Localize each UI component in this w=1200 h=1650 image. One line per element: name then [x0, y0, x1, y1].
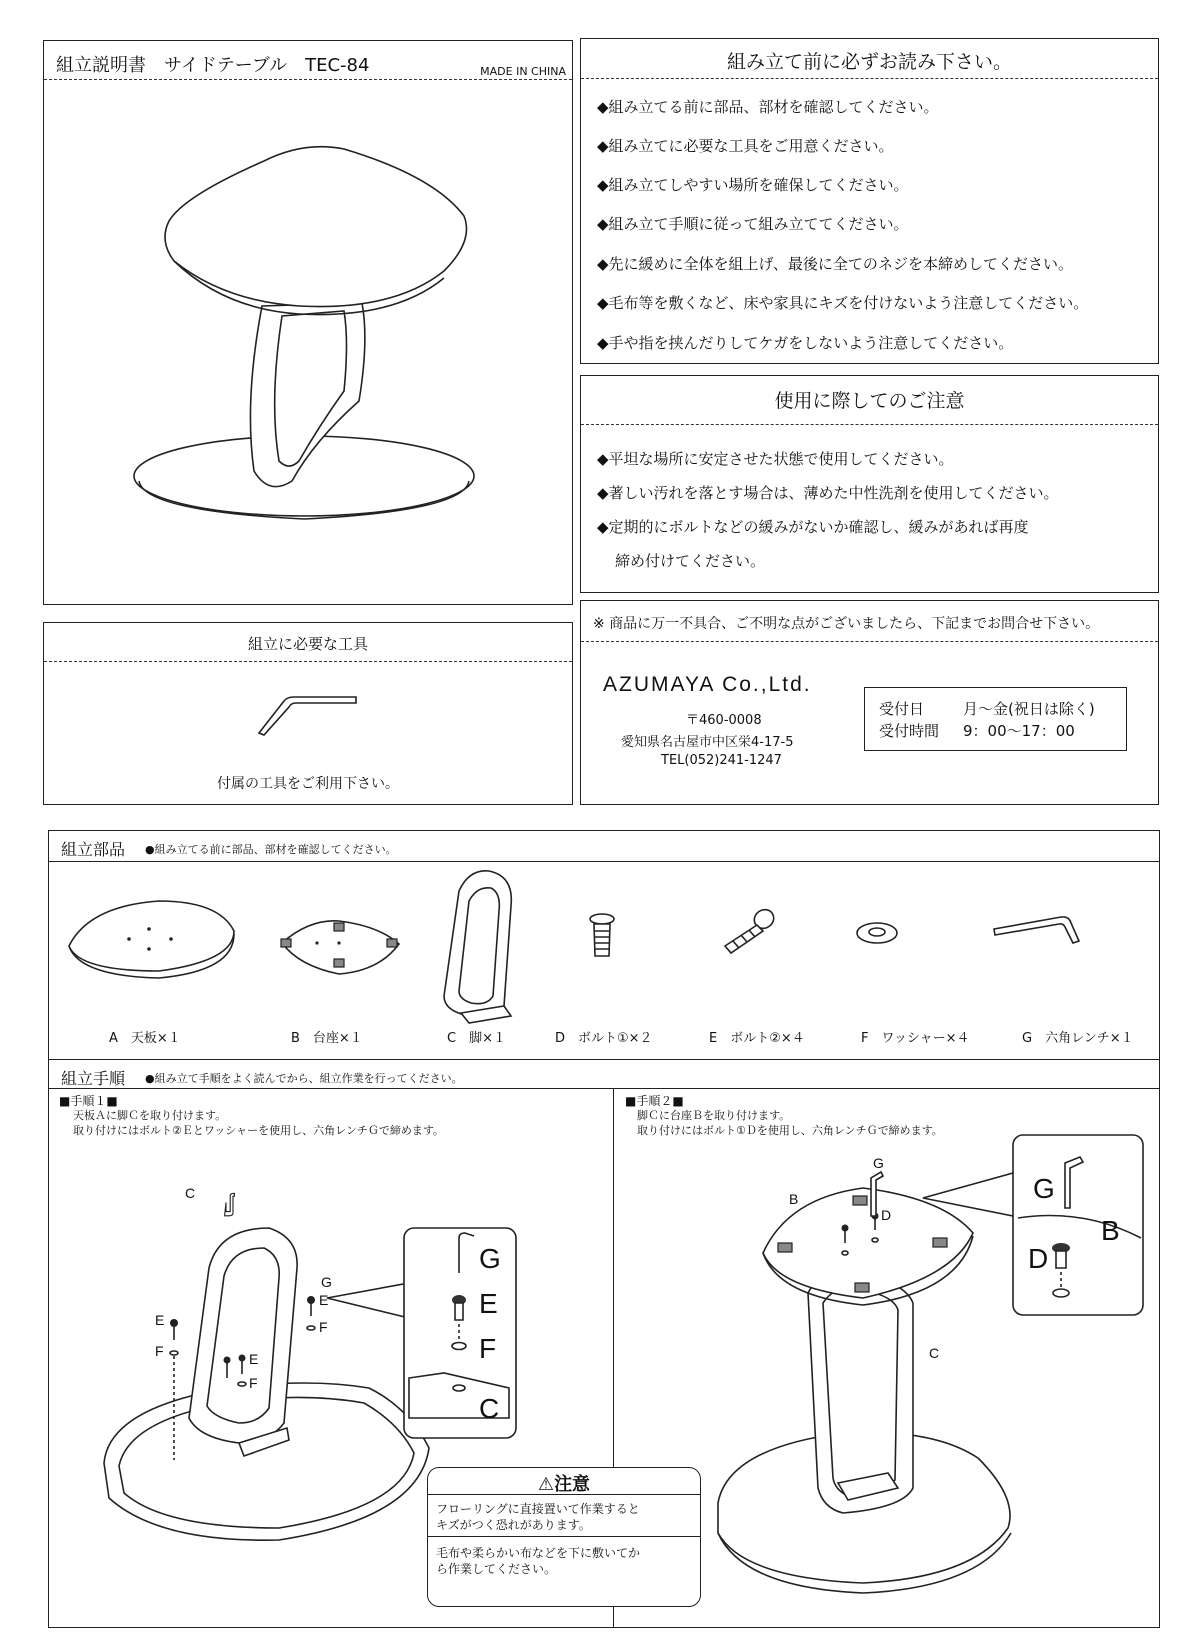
step2-callout-g: G: [1033, 1173, 1055, 1204]
hours-label-time: 受付時間: [879, 722, 940, 740]
part-label: D ボルト①×２: [555, 1031, 653, 1046]
part-a-tabletop: [69, 901, 234, 978]
before-item: ◆毛布等を敷くなど、床や家具にキズを付けないよう注意してください。: [597, 294, 1089, 312]
step2-callout-d: D: [1028, 1243, 1049, 1274]
part-label: A 天板×１: [109, 1031, 181, 1046]
step1-label-f-center: F: [249, 1375, 258, 1391]
steps-heading: 組立手順: [61, 1069, 126, 1088]
warning-icon: ⚠: [537, 1474, 555, 1495]
usage-item: ◆平坦な場所に安定させた状態で使用してください。: [597, 450, 954, 468]
step2-label-d: D: [881, 1207, 892, 1223]
step1-callout-e: E: [479, 1288, 498, 1319]
before-assembly-panel: [580, 38, 1159, 364]
step1-label-c: C: [185, 1185, 196, 1201]
step2-illustration: [613, 1088, 1161, 1628]
tools-note: 付属の工具をご利用下さい。: [217, 776, 399, 792]
before-item: ◆組み立て手順に従って組み立ててください。: [597, 215, 909, 233]
before-item: ◆手や指を挟んだりしてケガをしないよう注意してください。: [597, 334, 1014, 352]
caution-text: キズがつく恐れがあります。: [436, 1518, 591, 1532]
step2-callout-b: B: [1101, 1215, 1120, 1246]
contact-notice: ※ 商品に万一不具合、ご不明な点がございましたら、下記までお問合せ下さい。: [593, 616, 1100, 632]
before-item: ◆先に緩めに全体を組上げ、最後に全てのネジを本締めしてください。: [597, 255, 1073, 273]
part-g-wrench: [994, 917, 1079, 943]
steps-note: ●組み立て手順をよく読んでから、組立作業を行ってください。: [145, 1072, 463, 1085]
telephone: TEL(052)241-1247: [661, 753, 782, 768]
before-heading: 組み立て前に必ずお読み下さい。: [726, 51, 1012, 73]
usage-heading: 使用に際してのご注意: [774, 390, 965, 412]
step1-label-f-right: F: [319, 1319, 328, 1335]
step1-label-e-right: E: [319, 1292, 329, 1308]
step1-label-g: G: [321, 1274, 332, 1290]
step1-callout-f: F: [479, 1333, 497, 1364]
part-d-bolt: [590, 914, 614, 956]
hours-label-days: 受付日: [879, 700, 925, 718]
title-panel: [43, 40, 573, 605]
before-item: ◆組み立てる前に部品、部材を確認してください。: [597, 98, 939, 116]
step2-line1: 脚Ｃに台座Ｂを取り付けます。: [637, 1109, 791, 1122]
step2-label-g: G: [873, 1155, 884, 1171]
contact-panel: [580, 600, 1159, 805]
step1-title: ■手順１■: [59, 1094, 118, 1108]
hours-box: [864, 687, 1127, 751]
part-b-base: [281, 921, 399, 974]
caution-title: ⚠注意: [537, 1474, 591, 1495]
usage-item: ◆著しい汚れを落とす場合は、薄めた中性洗剤を使用してください。: [597, 484, 1059, 502]
step1-callout-g: G: [479, 1243, 501, 1274]
step2-label-c: C: [929, 1345, 940, 1361]
step1-callout-c: C: [479, 1393, 500, 1424]
step1-line1: 天板Ａに脚Ｃを取り付けます。: [73, 1109, 227, 1122]
usage-item: 締め付けてください。: [615, 552, 766, 570]
parts-heading: 組立部品: [61, 840, 126, 859]
step2-title: ■手順２■: [625, 1094, 684, 1108]
part-label: E ボルト②×４: [709, 1031, 805, 1046]
step1-line2: 取り付けにはボルト②Ｅとワッシャーを使用し、六角レンチＧで締めます。: [73, 1124, 444, 1137]
part-e-bolt: [725, 906, 777, 953]
caution-text: ら作業してください。: [436, 1562, 557, 1576]
part-label: F ワッシャー×４: [861, 1031, 970, 1046]
table-illustration: [44, 41, 574, 606]
step1-label-e-center: E: [249, 1351, 259, 1367]
step2-line2: 取り付けにはボルト①Ｄを使用し、六角レンチＧで締めます。: [637, 1124, 943, 1137]
caution-text: フローリングに直接置いて作業すると: [436, 1502, 640, 1516]
step1-label-f-left: F: [155, 1343, 164, 1359]
before-item: ◆組み立てしやすい場所を確保してください。: [597, 176, 909, 194]
usage-item: ◆定期的にボルトなどの緩みがないか確認し、緩みがあれば再度: [597, 518, 1029, 536]
caution-text: 毛布や柔らかい布などを下に敷いてか: [436, 1546, 641, 1560]
tools-heading: 組立に必要な工具: [247, 635, 368, 653]
hours-value-days: 月〜金(祝日は除く): [963, 700, 1095, 718]
step2-label-b: B: [789, 1191, 799, 1207]
part-label: G 六角レンチ×１: [1022, 1031, 1134, 1046]
made-in-label: MADE IN CHINA: [480, 65, 566, 78]
parts-panel: [48, 830, 1160, 1060]
before-item: ◆組み立てに必要な工具をご用意ください。: [597, 137, 894, 155]
hours-value-time: 9：00〜17：00: [963, 722, 1075, 740]
part-c-leg: [444, 871, 511, 1023]
steps-panel: [48, 1060, 1160, 1628]
address: 愛知県名古屋市中区栄4-17-5: [621, 735, 794, 750]
company-name: AZUMAYA Co.,Ltd.: [603, 673, 812, 696]
part-label: B 台座×１: [291, 1031, 363, 1046]
parts-note: ●組み立てる前に部品、部材を確認してください。: [145, 843, 397, 856]
part-f-washer: [857, 923, 897, 943]
part-label: C 脚×１: [447, 1031, 506, 1046]
document-title: 組立説明書 サイドテーブル TEC-84: [56, 55, 370, 76]
step1-label-e-left: E: [155, 1312, 165, 1328]
tools-panel: [43, 622, 573, 805]
postal-code: 〒460-0008: [686, 713, 762, 728]
usage-panel: [580, 375, 1159, 593]
